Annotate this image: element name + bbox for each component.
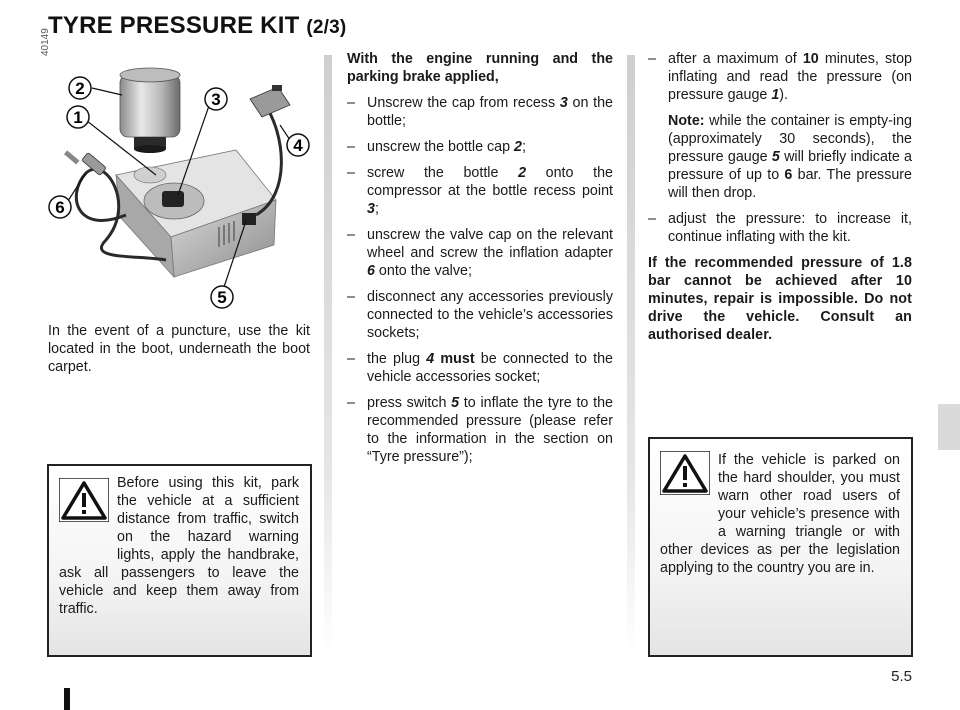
page-title [48, 12, 346, 40]
svg-text:5: 5 [217, 288, 227, 307]
repair-impossible-warning: If the recommended pressure of 1.8 bar cannot be achieved after 10 minutes, repair is impossible. Do not drive the vehicle. Consult an authorised dealer. [648, 255, 912, 343]
warning-box-right [648, 437, 913, 657]
warning-left-text: Before using this kit, park the vehicle at a sufficient distance from traffic, switch on the hazard warning lights, apply the handbrake, ask all passengers to leave the vehicle and keep them away from traffic. [59, 475, 299, 617]
svg-text:1: 1 [73, 108, 83, 127]
page-number: 5.5 [891, 668, 912, 685]
svg-text:4: 4 [293, 136, 303, 155]
warning-box-left [47, 464, 312, 657]
column-1 [48, 322, 310, 384]
figure-ref-code: 40149 [40, 28, 51, 56]
step-item: – Unscrew the cap from recess 3 on the bottle; [347, 95, 613, 129]
step-item: – press switch 5 to inflate the tyre to the recommended pressure (please refer to the information in the section on “Tyre pressure”); [347, 395, 613, 465]
column-3 [648, 50, 912, 352]
step-item: – unscrew the bottle cap 2; [347, 139, 526, 155]
callout-6 [49, 196, 71, 218]
step-item: – after a maximum of 10 minutes, stop inflating and read the pressure (on pressure gauge 1). [648, 51, 913, 103]
title-page-suffix: (2/3) [306, 17, 347, 38]
title-main: TYRE PRESSURE KIT [48, 12, 300, 39]
section-side-tab [938, 404, 960, 450]
column-2 [347, 50, 613, 474]
step-item: – adjust the pressure: to increase it, continue inflating with the kit. [648, 211, 912, 245]
intro-paragraph: In the event of a puncture, use the kit located in the boot, underneath the boot carpet. [48, 323, 310, 375]
callout-4 [287, 134, 309, 156]
callout-3 [205, 88, 227, 110]
svg-text:2: 2 [75, 79, 85, 98]
step-item: – screw the bottle 2 onto the compressor at the bottle recess point 3; [347, 165, 613, 217]
step-item: – disconnect any accessories previously connected to the vehicle’s accessories sockets; [347, 289, 613, 341]
note-paragraph: Note: while the container is empty-ing (approximately 30 seconds), the pressure gauge 5 will briefly indicate a pressure of up to 6 bar. The pressure will then drop. [668, 113, 913, 201]
warning-right-text: If the vehicle is parked on the hard shoulder, you must warn other road users of your vehicle’s presence with a warning triangle or with other devices as per the legislation applying to the country you are in. [660, 452, 900, 576]
footer-mark [64, 688, 70, 710]
tyre-kit-illustration [46, 55, 316, 315]
column-divider-1 [324, 55, 332, 655]
callout-1 [67, 106, 89, 128]
svg-text:3: 3 [211, 90, 221, 109]
lead-instruction: With the engine running and the parking brake applied, [347, 51, 613, 85]
column-divider-2 [627, 55, 635, 655]
svg-text:6: 6 [55, 198, 65, 217]
callout-5 [211, 286, 233, 308]
step-item: – the plug 4 must be connected to the vehicle accessories socket; [347, 351, 613, 385]
step-item: – unscrew the valve cap on the relevant wheel and screw the inflation adapter 6 onto the valve; [347, 227, 613, 279]
power-plug [250, 85, 290, 117]
callout-2 [69, 77, 91, 99]
sealant-bottle [120, 68, 180, 153]
